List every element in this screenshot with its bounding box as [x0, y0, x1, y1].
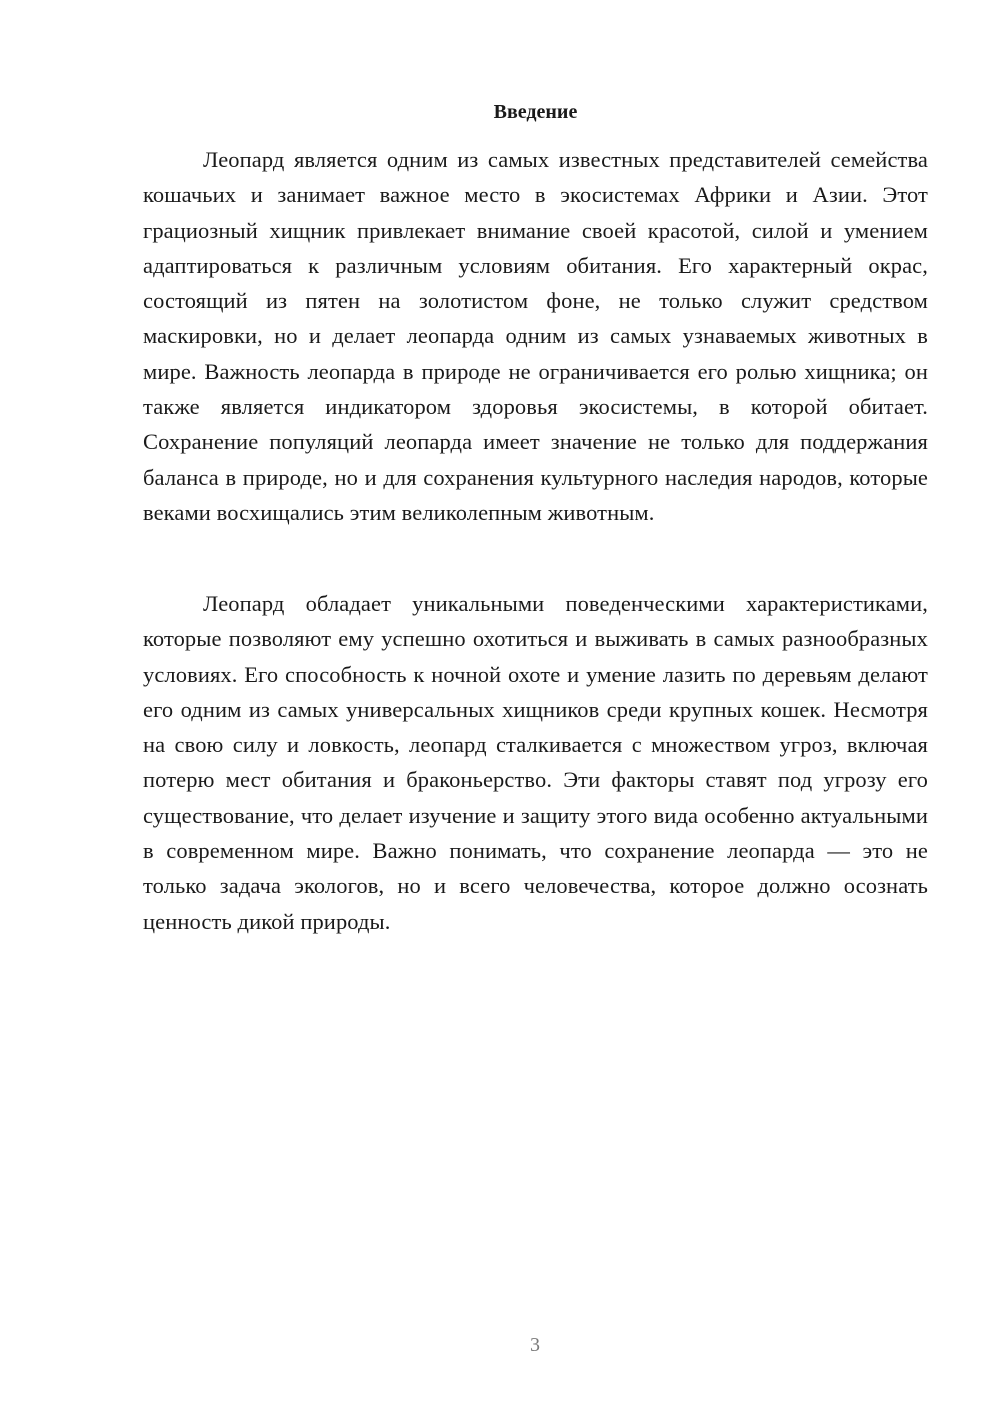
section-heading: Введение: [493, 101, 578, 123]
page-number: 3: [530, 1334, 540, 1356]
paragraph-2: Леопард обладает уникальными поведенческими характеристиками, которые позволяют ему успешно охотиться и выживать в самых разнообразных условиях. Его способность к ночной охоте и умение лазить по деревьям делают его одним из самых универсальных хищников среди крупных кошек. Несмотря на свою силу и ловкость, леопард сталкивается с множеством угроз, включая потерю мест обитания и браконьерство. Эти факторы ставят под угрозу его существование, что делает изучение и защиту этого вида особенно актуальными в современном мире. Важно понимать, что сохранение леопарда — это не только задача экологов, но и всего человечества, которое должно осознать ценность дикой природы.: [143, 591, 928, 934]
paragraph-1: Леопард является одним из самых известных представителей семейства кошачьих и занимает важное место в экосистемах Африки и Азии. Этот грациозный хищник привлекает внимание своей красотой, силой и умением адаптироваться к различным условиям обитания. Его характерный окрас, состоящий из пятен на золотистом фоне, не только служит средством маскировки, но и делает леопарда одним из самых узнаваемых животных в мире. Важность леопарда в природе не ограничивается его ролью хищника; он также является индикатором здоровья экосистемы, в которой обитает. Сохранение популяций леопарда имеет значение не только для поддержания баланса в природе, но и для сохранения культурного наследия народов, которые веками восхищались этим великолепным животным.: [143, 147, 928, 525]
